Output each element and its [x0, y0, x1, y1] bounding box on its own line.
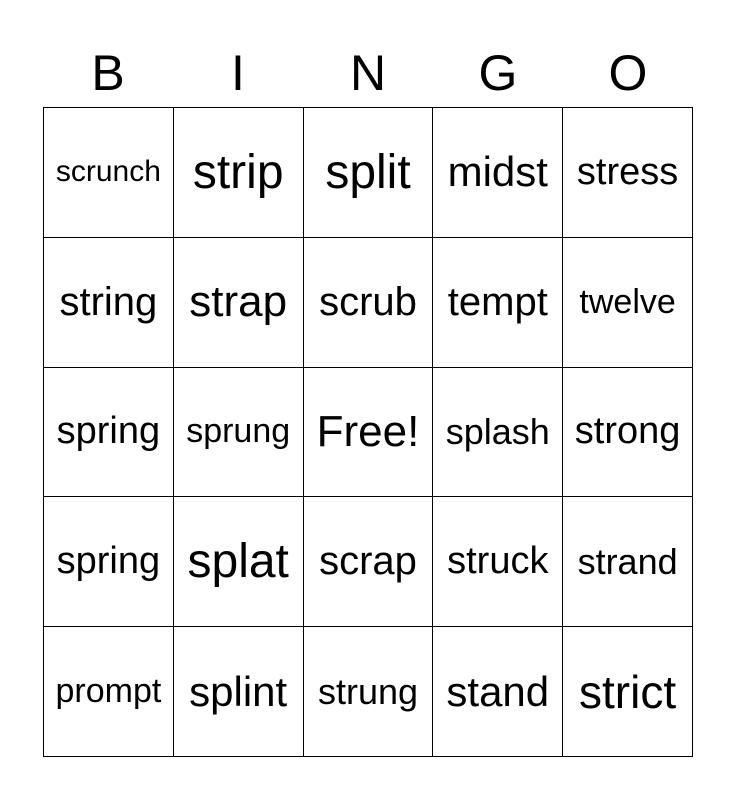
- bingo-cell[interactable]: spring: [44, 368, 174, 498]
- bingo-cell[interactable]: spring: [44, 497, 174, 627]
- header-letter-g: G: [478, 45, 518, 101]
- bingo-cell[interactable]: prompt: [44, 627, 174, 757]
- bingo-cell[interactable]: strict: [563, 627, 693, 757]
- bingo-cell[interactable]: scrap: [304, 497, 434, 627]
- bingo-cell[interactable]: splint: [174, 627, 304, 757]
- bingo-cell[interactable]: splat: [174, 497, 304, 627]
- bingo-cell[interactable]: strip: [174, 108, 304, 238]
- header-letter-o: O: [608, 45, 648, 101]
- bingo-cell[interactable]: stress: [563, 108, 693, 238]
- header-letter-i: I: [231, 45, 245, 101]
- bingo-cell[interactable]: midst: [433, 108, 563, 238]
- bingo-cell[interactable]: stand: [433, 627, 563, 757]
- free-space-cell[interactable]: Free!: [304, 368, 434, 498]
- bingo-cell[interactable]: scrub: [304, 238, 434, 368]
- bingo-cell[interactable]: split: [304, 108, 434, 238]
- bingo-cell[interactable]: strung: [304, 627, 434, 757]
- bingo-cell[interactable]: strap: [174, 238, 304, 368]
- bingo-cell[interactable]: sprung: [174, 368, 304, 498]
- bingo-header: [43, 40, 693, 106]
- bingo-cell[interactable]: splash: [433, 368, 563, 498]
- bingo-cell[interactable]: scrunch: [44, 108, 174, 238]
- bingo-cell[interactable]: string: [44, 238, 174, 368]
- bingo-cell[interactable]: twelve: [563, 238, 693, 368]
- bingo-cell[interactable]: strong: [563, 368, 693, 498]
- bingo-cell[interactable]: tempt: [433, 238, 563, 368]
- bingo-cell[interactable]: struck: [433, 497, 563, 627]
- bingo-cell[interactable]: strand: [563, 497, 693, 627]
- bingo-board: [43, 107, 693, 757]
- header-letter-b: B: [91, 45, 125, 101]
- header-letter-n: N: [349, 45, 387, 101]
